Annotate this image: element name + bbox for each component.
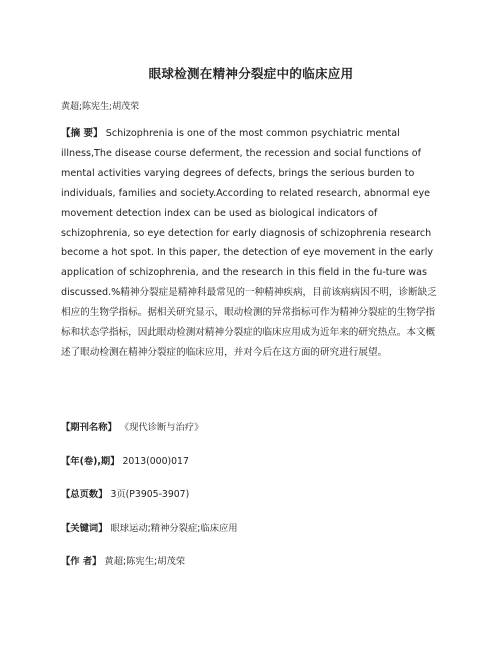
abstract-label: 【摘 要】: [61, 128, 103, 139]
journal-label: 【期刊名称】: [61, 422, 117, 433]
journal-name-row: [61, 419, 203, 433]
author-label: 【作 者】: [61, 556, 102, 567]
abstract-text: Schizophrenia is one of the most common psychiatric mental illness,The disease course deferment, the recession and social functions of mental activities varying degrees of defects, brings the serious burden to individuals, families and society.According to related research, abnormal eye movement detection index can be used as biological indicators of schizophrenia, so eye detection for early diagnosis of schizophrenia research become a hot spot. In this paper, the detection of eye movement in the early application of schizophrenia, and the research in this field in the fu-ture was discussed.%精神分裂症是精神科最常见的一种精神疾病，目前该病病因不明，诊断缺乏相应的生物学指标。据相关研究显示，眼动检测的异常指标可作为精神分裂症的生物学指标和状态学指标，因此眼动检测对精神分裂症的临床应用成为近年来的研究热点。本文概述了眼动检测在精神分裂症的临床应用，并对今后在这方面的研究进行展望。: [61, 128, 437, 358]
total-pages-row: [61, 486, 189, 500]
abstract-block: [61, 124, 444, 363]
keywords-value: 眼球运动;精神分裂症;临床应用: [110, 523, 238, 534]
volume-issue-row: [61, 453, 189, 467]
journal-value: 《现代诊断与治疗》: [119, 422, 204, 433]
volume-label: 【年(卷),期】: [61, 456, 120, 467]
article-title: 眼球检测在精神分裂症中的临床应用: [148, 66, 354, 81]
pages-value: 3页(P3905-3907): [110, 489, 190, 500]
keywords-label: 【关键词】: [61, 523, 108, 534]
keywords-row: [61, 520, 238, 534]
author-value: 黄超;陈宪生;胡茂荣: [104, 556, 186, 567]
volume-value: 2013(000)017: [122, 456, 189, 467]
pages-label: 【总页数】: [61, 489, 108, 500]
author-line: 黄超;陈宪生;胡茂荣: [61, 102, 140, 112]
author-row: [61, 553, 185, 567]
